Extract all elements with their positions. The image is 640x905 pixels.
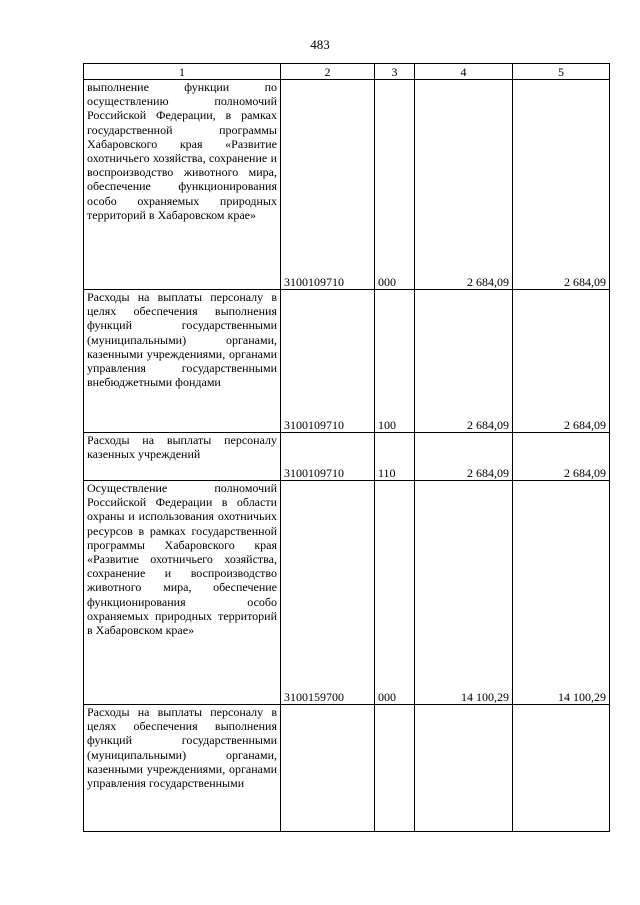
row-csr: 3100159700 — [281, 481, 375, 705]
column-header-csr: 2 — [281, 64, 375, 80]
row-name: Расходы на выплаты персоналу в целях обеспечения выполнения функций государственными (муниципальными) органами, казенными учреждениями, органами управления государственными — [84, 705, 281, 832]
row-sum-2: 2 684,09 — [513, 80, 610, 290]
row-name: Расходы на выплаты персоналу в целях обеспечения выполнения функций государственными (муниципальными) органами, казенными учреждениями, органами управления государственными внебюджетными фондами — [84, 290, 281, 433]
page-number: 483 — [310, 37, 330, 52]
row-sum-2: 2 684,09 — [513, 433, 610, 481]
column-header-sum-2: 5 — [513, 64, 610, 80]
row-csr: 3100109710 — [281, 80, 375, 290]
row-csr — [281, 705, 375, 832]
row-sum-1: 2 684,09 — [415, 290, 513, 433]
row-sum-1 — [415, 705, 513, 832]
row-csr: 3100109710 — [281, 433, 375, 481]
row-name: Расходы на выплаты персоналу казенных учреждений — [84, 433, 281, 481]
row-vr: 000 — [375, 481, 415, 705]
row-vr: 110 — [375, 433, 415, 481]
row-csr: 3100109710 — [281, 290, 375, 433]
column-header-sum-1: 4 — [415, 64, 513, 80]
row-sum-2: 14 100,29 — [513, 481, 610, 705]
column-header-vr: 3 — [375, 64, 415, 80]
row-sum-1: 2 684,09 — [415, 433, 513, 481]
row-vr: 100 — [375, 290, 415, 433]
table-row — [84, 481, 610, 705]
row-sum-1: 14 100,29 — [415, 481, 513, 705]
column-header-name: 1 — [84, 64, 281, 80]
row-name: Осуществление полномочий Российской Федерации в области охраны и использования охотничьих ресурсов в рамках государственной программы Хабаровского края «Развитие охотничьего хозяйства, сохранение и воспроизводство животного мира, обеспечение функционирования особо охраняемых природных территорий в Хабаровском крае» — [84, 481, 281, 705]
table-row — [84, 290, 610, 433]
row-name: выполнение функции по осуществлению полномочий Российской Федерации, в рамках государственной программы Хабаровского края «Развитие охотничьего хозяйства, сохранение и воспроизводство животного мира, обеспечение функционирования особо охраняемых природных территорий в Хабаровском крае» — [84, 80, 281, 290]
table-header — [84, 64, 610, 80]
table-row — [84, 705, 610, 832]
row-sum-2 — [513, 705, 610, 832]
budget-table — [83, 63, 610, 832]
row-vr: 000 — [375, 80, 415, 290]
table-body — [84, 80, 610, 832]
table-row — [84, 80, 610, 290]
header-row — [84, 64, 610, 80]
row-sum-1: 2 684,09 — [415, 80, 513, 290]
table-row — [84, 433, 610, 481]
row-vr — [375, 705, 415, 832]
row-sum-2: 2 684,09 — [513, 290, 610, 433]
